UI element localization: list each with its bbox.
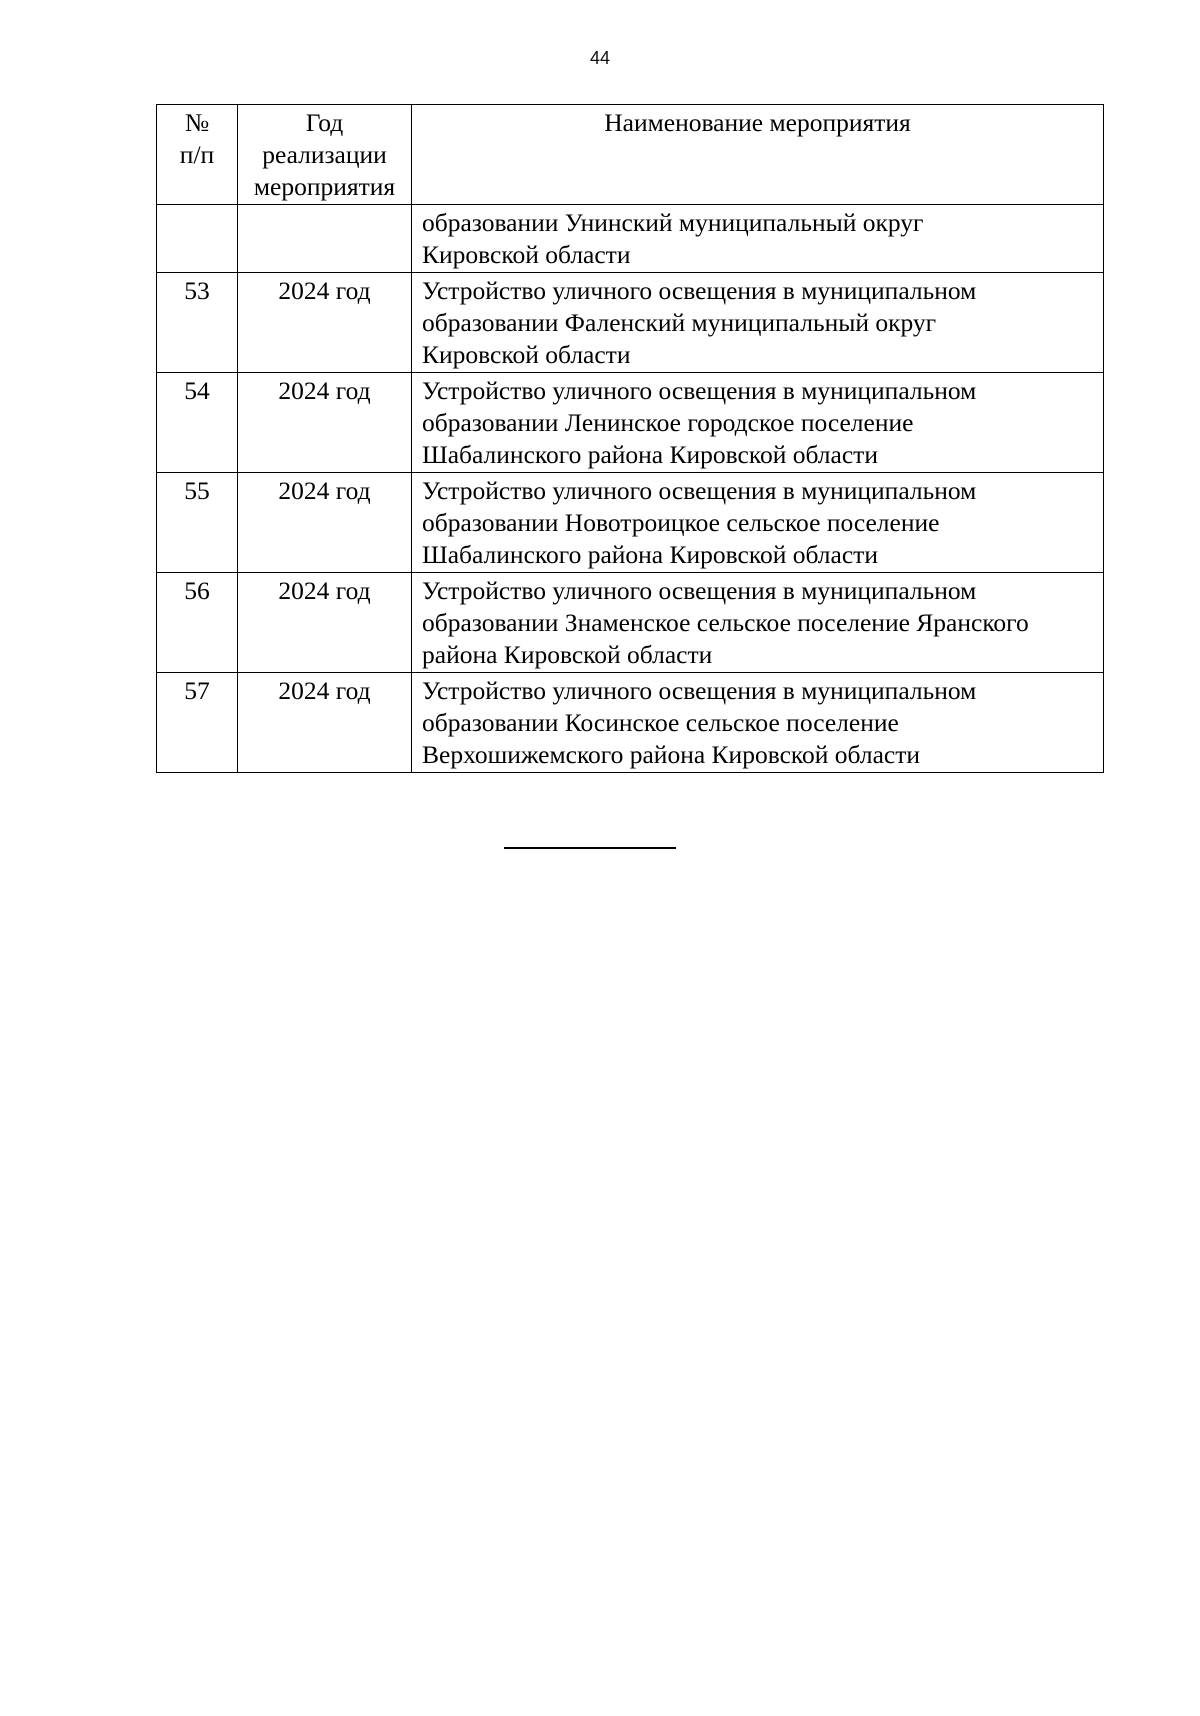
page-number: 44	[589, 48, 611, 68]
row-number: 53	[157, 273, 238, 373]
row-number: 54	[157, 373, 238, 473]
row-year: 2024 год	[238, 373, 412, 473]
row-event-name	[412, 373, 1104, 473]
event-name-line: Кировской области	[422, 340, 631, 369]
row-event-name	[412, 573, 1104, 673]
header-year-line: Год	[305, 108, 344, 137]
row-number	[157, 205, 238, 273]
event-name-line: образовании Фаленский муниципальный округ	[422, 308, 937, 337]
header-event-name: Наименование мероприятия	[412, 105, 1104, 205]
event-name-line: Устройство уличного освещения в муниципальном	[422, 276, 977, 305]
row-year: 2024 год	[238, 573, 412, 673]
row-number: 55	[157, 473, 238, 573]
events-table	[156, 104, 1104, 773]
header-year-line: реализации	[262, 140, 387, 169]
table-row	[157, 673, 1104, 773]
event-name-line: образовании Косинское сельское поселение	[422, 708, 899, 737]
table-row	[157, 273, 1104, 373]
event-name-line: образовании Знаменское сельское поселение Яранского	[422, 608, 1029, 637]
row-number: 57	[157, 673, 238, 773]
row-number: 56	[157, 573, 238, 673]
header-number-line: п/п	[179, 140, 215, 169]
row-year: 2024 год	[238, 673, 412, 773]
table-row	[157, 573, 1104, 673]
header-year	[238, 105, 412, 205]
event-name-line: Устройство уличного освещения в муниципальном	[422, 476, 977, 505]
event-name-line: Устройство уличного освещения в муниципальном	[422, 676, 977, 705]
event-name-line: образовании Новотроицкое сельское поселение	[422, 508, 940, 537]
row-year: 2024 год	[238, 273, 412, 373]
row-event-name	[412, 205, 1104, 273]
header-year-line: мероприятия	[253, 172, 396, 201]
event-name-line: Шабалинского района Кировской области	[422, 540, 878, 569]
table-header-row	[157, 105, 1104, 205]
event-name-line: Устройство уличного освещения в муниципальном	[422, 576, 977, 605]
table-row	[157, 473, 1104, 573]
event-name-line: образовании Унинский муниципальный округ	[422, 208, 924, 237]
header-number	[157, 105, 238, 205]
row-year	[238, 205, 412, 273]
event-name-line: Верхошижемского района Кировской области	[422, 740, 921, 769]
row-year: 2024 год	[238, 473, 412, 573]
table-row	[157, 373, 1104, 473]
table-row	[157, 205, 1104, 273]
end-of-document-rule	[504, 847, 676, 849]
event-name-line: Кировской области	[422, 240, 631, 269]
event-name-line: Устройство уличного освещения в муниципальном	[422, 376, 977, 405]
event-name-line: образовании Ленинское городское поселение	[422, 408, 914, 437]
event-name-line: Шабалинского района Кировской области	[422, 440, 878, 469]
header-number-line: №	[184, 108, 210, 137]
event-name-line: района Кировской области	[422, 640, 713, 669]
row-event-name	[412, 673, 1104, 773]
row-event-name	[412, 273, 1104, 373]
row-event-name	[412, 473, 1104, 573]
